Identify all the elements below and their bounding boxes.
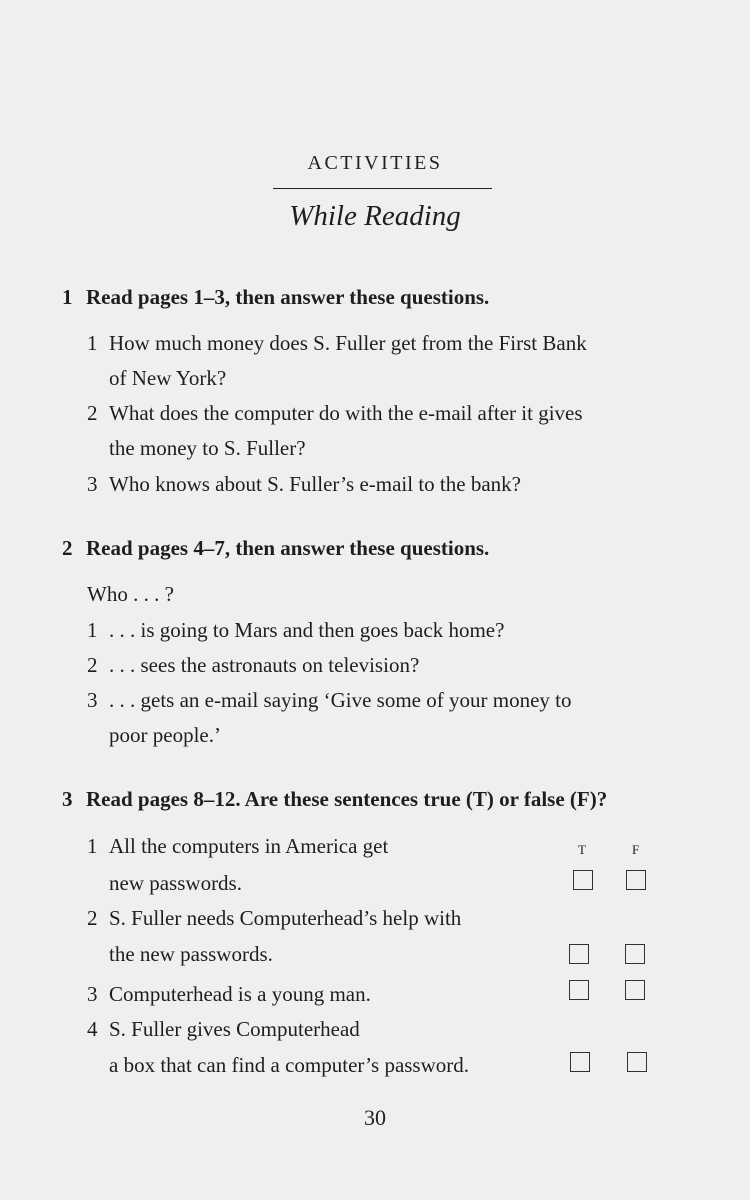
task-number: 2: [62, 536, 73, 560]
statement-item: [87, 982, 371, 1007]
task-3-heading: [62, 787, 607, 812]
task-instruction: Read pages 4–7, then answer these questions.: [86, 536, 490, 560]
task-1-heading: [62, 285, 489, 310]
section-header: ACTIVITIES: [307, 152, 443, 174]
statement-item: [87, 1017, 360, 1042]
statement-text-continued: the new passwords.: [109, 942, 273, 966]
task-instruction: Read pages 1–3, then answer these questions.: [86, 285, 490, 309]
statement-number: 3: [87, 982, 98, 1006]
question-item: [87, 401, 583, 426]
true-checkbox[interactable]: [573, 870, 593, 890]
question-text-continued: poor people.’: [109, 723, 221, 747]
task-number: 3: [62, 787, 73, 811]
question-text-continued: the money to S. Fuller?: [109, 436, 306, 460]
header-divider: [273, 188, 492, 189]
question-text: . . . gets an e-mail saying ‘Give some of your money to: [109, 688, 572, 712]
question-item: [87, 688, 571, 713]
question-text: How much money does S. Fuller get from the First Bank: [109, 331, 587, 355]
statement-text-continued: new passwords.: [109, 871, 242, 895]
page-subtitle: While Reading: [289, 200, 461, 232]
statement-text: Computerhead is a young man.: [109, 982, 371, 1006]
question-item: [87, 618, 504, 643]
question-item: [87, 331, 587, 356]
question-item: [87, 472, 521, 497]
question-number: 1: [87, 618, 98, 642]
statement-text-continued: a box that can find a computer’s password.: [109, 1053, 470, 1077]
false-checkbox[interactable]: [627, 1052, 647, 1072]
task-instruction: Read pages 8–12. Are these sentences true (T) or false (F)?: [86, 787, 608, 811]
false-column-label: F: [632, 842, 640, 857]
false-checkbox[interactable]: [625, 980, 645, 1000]
statement-number: 1: [87, 834, 98, 858]
false-checkbox[interactable]: [625, 944, 645, 964]
task-2-heading: [62, 536, 489, 561]
true-checkbox[interactable]: [570, 1052, 590, 1072]
statement-item: [87, 906, 461, 931]
question-text-continued: of New York?: [109, 366, 227, 390]
question-item: [87, 653, 419, 678]
question-number: 3: [87, 688, 98, 712]
question-number: 2: [87, 653, 98, 677]
statement-number: 4: [87, 1017, 98, 1041]
statement-text: S. Fuller needs Computerhead’s help with: [109, 906, 462, 930]
true-checkbox[interactable]: [569, 944, 589, 964]
question-lead: Who . . . ?: [87, 582, 174, 606]
question-text: Who knows about S. Fuller’s e-mail to the bank?: [109, 472, 521, 496]
page-number: 30: [364, 1105, 386, 1130]
question-text: What does the computer do with the e-mail after it gives: [109, 401, 583, 425]
true-column-label: T: [578, 842, 586, 857]
question-number: 2: [87, 401, 98, 425]
task-number: 1: [62, 285, 73, 309]
statement-number: 2: [87, 906, 98, 930]
question-text: . . . sees the astronauts on television?: [109, 653, 420, 677]
question-text: . . . is going to Mars and then goes back home?: [109, 618, 505, 642]
statement-item: [87, 834, 388, 859]
statement-text: All the computers in America get: [109, 834, 389, 858]
statement-text: S. Fuller gives Computerhead: [109, 1017, 360, 1041]
question-number: 3: [87, 472, 98, 496]
true-checkbox[interactable]: [569, 980, 589, 1000]
question-number: 1: [87, 331, 98, 355]
false-checkbox[interactable]: [626, 870, 646, 890]
